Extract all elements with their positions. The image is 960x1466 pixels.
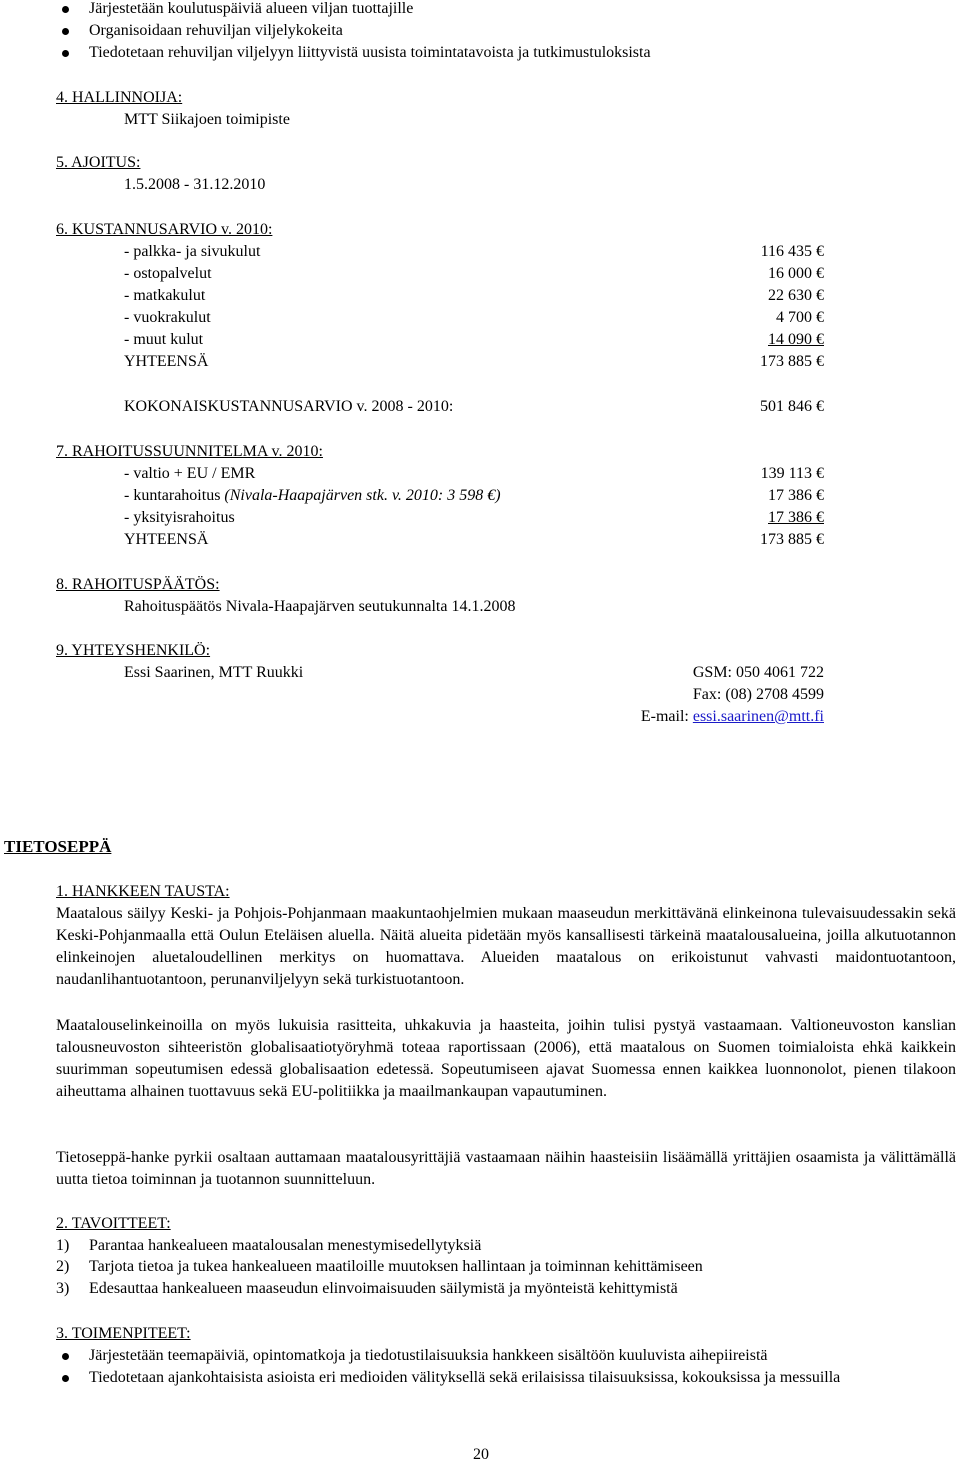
cost-amount: 116 435 €	[760, 243, 824, 260]
contact-gsm: GSM: 050 4061 722	[692, 664, 824, 681]
bullet-icon	[62, 1375, 69, 1382]
goal-number: 1)	[56, 1237, 70, 1254]
goal-text: Parantaa hankealueen maatalousalan menestymisedellytyksiä	[89, 1237, 482, 1254]
page-number: 20	[473, 1446, 489, 1463]
cost-amount: 22 630 €	[768, 287, 824, 304]
paatos-heading: 8. RAHOITUSPÄÄTÖS:	[56, 576, 220, 593]
goal-text: Tarjota tietoa ja tukea hankealueen maatiloille muutoksen hallintaan ja toiminnan kehittämiseen	[89, 1258, 703, 1275]
funding-total-label: YHTEENSÄ	[124, 531, 209, 548]
cost-total-label: YHTEENSÄ	[124, 353, 209, 370]
bullet-icon	[62, 28, 69, 35]
contact-email-line	[641, 706, 824, 728]
cost-label: - muut kulut	[124, 331, 204, 348]
tausta-heading: 1. HANKKEEN TAUSTA:	[56, 883, 230, 900]
contact-fax: Fax: (08) 2708 4599	[692, 686, 824, 703]
tausta-paragraph-2: Maatalouselinkeinoilla on myös lukuisia rasitteita, uhkakuvia ja haasteita, joihin tulisi pystyä vastaamaan. Valtioneuvoston kanslian talousneuvoston sihteeristön globalisaatiotyöryhmä toteaa raportissaan (2006), että maatalous on Suomen toimialoista ehkä kaikkein suurimman sopeutumisen edessä globalisaation edetessä. Sopeutumiseen ajavat Suomessa ennen kaikkea luonnonolot, pienen tilakoon aiheuttama alhainen tuottavuus sekä EU-politiikka ja maailmankaupan vapautuminen.	[56, 1017, 956, 1100]
funding-label-note: (Nivala-Haapajärven stk. v. 2010: 3 598 €)	[224, 487, 501, 504]
funding-amount: 17 386 €	[768, 509, 824, 526]
hallinnoija-value: MTT Siikajoen toimipiste	[124, 111, 290, 128]
goal-number: 3)	[56, 1280, 70, 1297]
action-item: Järjestetään teemapäiviä, opintomatkoja ja tiedotustilaisuuksia hankkeen sisältöön kuuluvista aihepiireistä	[89, 1347, 768, 1364]
cost-label: - ostopalvelut	[124, 265, 212, 282]
bullet-icon	[62, 6, 69, 13]
funding-label: - yksityisrahoitus	[124, 509, 235, 526]
email-link[interactable]: essi.saarinen@mtt.fi	[692, 708, 824, 725]
funding-label: - valtio + EU / EMR	[124, 465, 256, 482]
tausta-paragraph-3: Tietoseppä-hanke pyrkii osaltaan auttamaan maatalousyrittäjiä vastaamaan näihin haasteisiin lisäämällä yrittäjien osaamista ja välittämällä uutta tietoa toiminnan ja tuotannon suunnitteluun.	[56, 1149, 956, 1188]
rahoitus-heading: 7. RAHOITUSSUUNNITELMA v. 2010:	[56, 443, 323, 460]
funding-amount: 17 386 €	[768, 487, 824, 504]
goal-text: Edesauttaa hankealueen maaseudun elinvoimaisuuden säilymistä ja myönteistä kehittymistä	[89, 1280, 678, 1297]
list-item: Organisoidaan rehuviljan viljelykokeita	[89, 22, 343, 39]
cost-amount: 16 000 €	[768, 265, 824, 282]
funding-total-amount: 173 885 €	[760, 531, 824, 548]
toimenpiteet-heading: 3. TOIMENPITEET:	[56, 1325, 191, 1342]
email-label: E-mail:	[640, 708, 693, 725]
funding-label	[124, 485, 501, 507]
ajoitus-heading: 5. AJOITUS:	[56, 154, 141, 171]
cost-label: - palkka- ja sivukulut	[124, 243, 261, 260]
hallinnoija-heading: 4. HALLINNOIJA:	[56, 89, 183, 106]
cost-label: - vuokrakulut	[124, 309, 211, 326]
bullet-icon	[62, 50, 69, 57]
overall-cost-amount: 501 846 €	[760, 398, 824, 415]
kustannus-heading: 6. KUSTANNUSARVIO v. 2010:	[56, 221, 273, 238]
section-title: TIETOSEPPÄ	[4, 837, 112, 856]
tavoitteet-heading: 2. TAVOITTEET:	[56, 1215, 171, 1232]
paatos-value: Rahoituspäätös Nivala-Haapajärven seutukunnalta 14.1.2008	[124, 598, 516, 615]
funding-label-main: - kuntarahoitus	[124, 487, 225, 504]
yhteys-heading: 9. YHTEYSHENKILÖ:	[56, 642, 211, 659]
cost-amount: 14 090 €	[768, 331, 824, 348]
bullet-icon	[62, 1353, 69, 1360]
cost-amount: 4 700 €	[776, 309, 824, 326]
list-item: Tiedotetaan rehuviljan viljelyyn liittyvistä uusista toimintatavoista ja tutkimustuloksista	[89, 44, 651, 61]
contact-name: Essi Saarinen, MTT Ruukki	[124, 664, 304, 681]
list-item: Järjestetään koulutuspäiviä alueen viljan tuottajille	[89, 0, 414, 17]
overall-cost-label: KOKONAISKUSTANNUSARVIO v. 2008 - 2010:	[124, 398, 454, 415]
goal-number: 2)	[56, 1258, 70, 1275]
action-item: Tiedotetaan ajankohtaisista asioista eri medioiden välityksellä sekä erilaisissa tilaisuuksissa, kokouksissa ja messuilla	[89, 1369, 841, 1386]
cost-total-amount: 173 885 €	[760, 353, 824, 370]
ajoitus-value: 1.5.2008 - 31.12.2010	[124, 176, 266, 193]
tausta-paragraph-1: Maatalous säilyy Keski- ja Pohjois-Pohjanmaan maakuntaohjelmien mukaan maaseudun merkittävänä elinkeinona tulevaisuudessakin sekä Keski-Pohjanmaalla että Oulun Eteläisen aluella. Näitä alueita pidetään myös kansallisesti tärkeinä maatalousalueina, joilla alkutuotannon elinkeinojen aluetaloudellinen merkitys on huomattava. Alueiden maatalous on erikoistunut vahvasti maidontuotantoon, naudanlihantuotantoon, perunanviljelyyn sekä turkistuotantoon.	[56, 905, 956, 988]
cost-label: - matkakulut	[124, 287, 206, 304]
funding-amount: 139 113 €	[760, 465, 824, 482]
